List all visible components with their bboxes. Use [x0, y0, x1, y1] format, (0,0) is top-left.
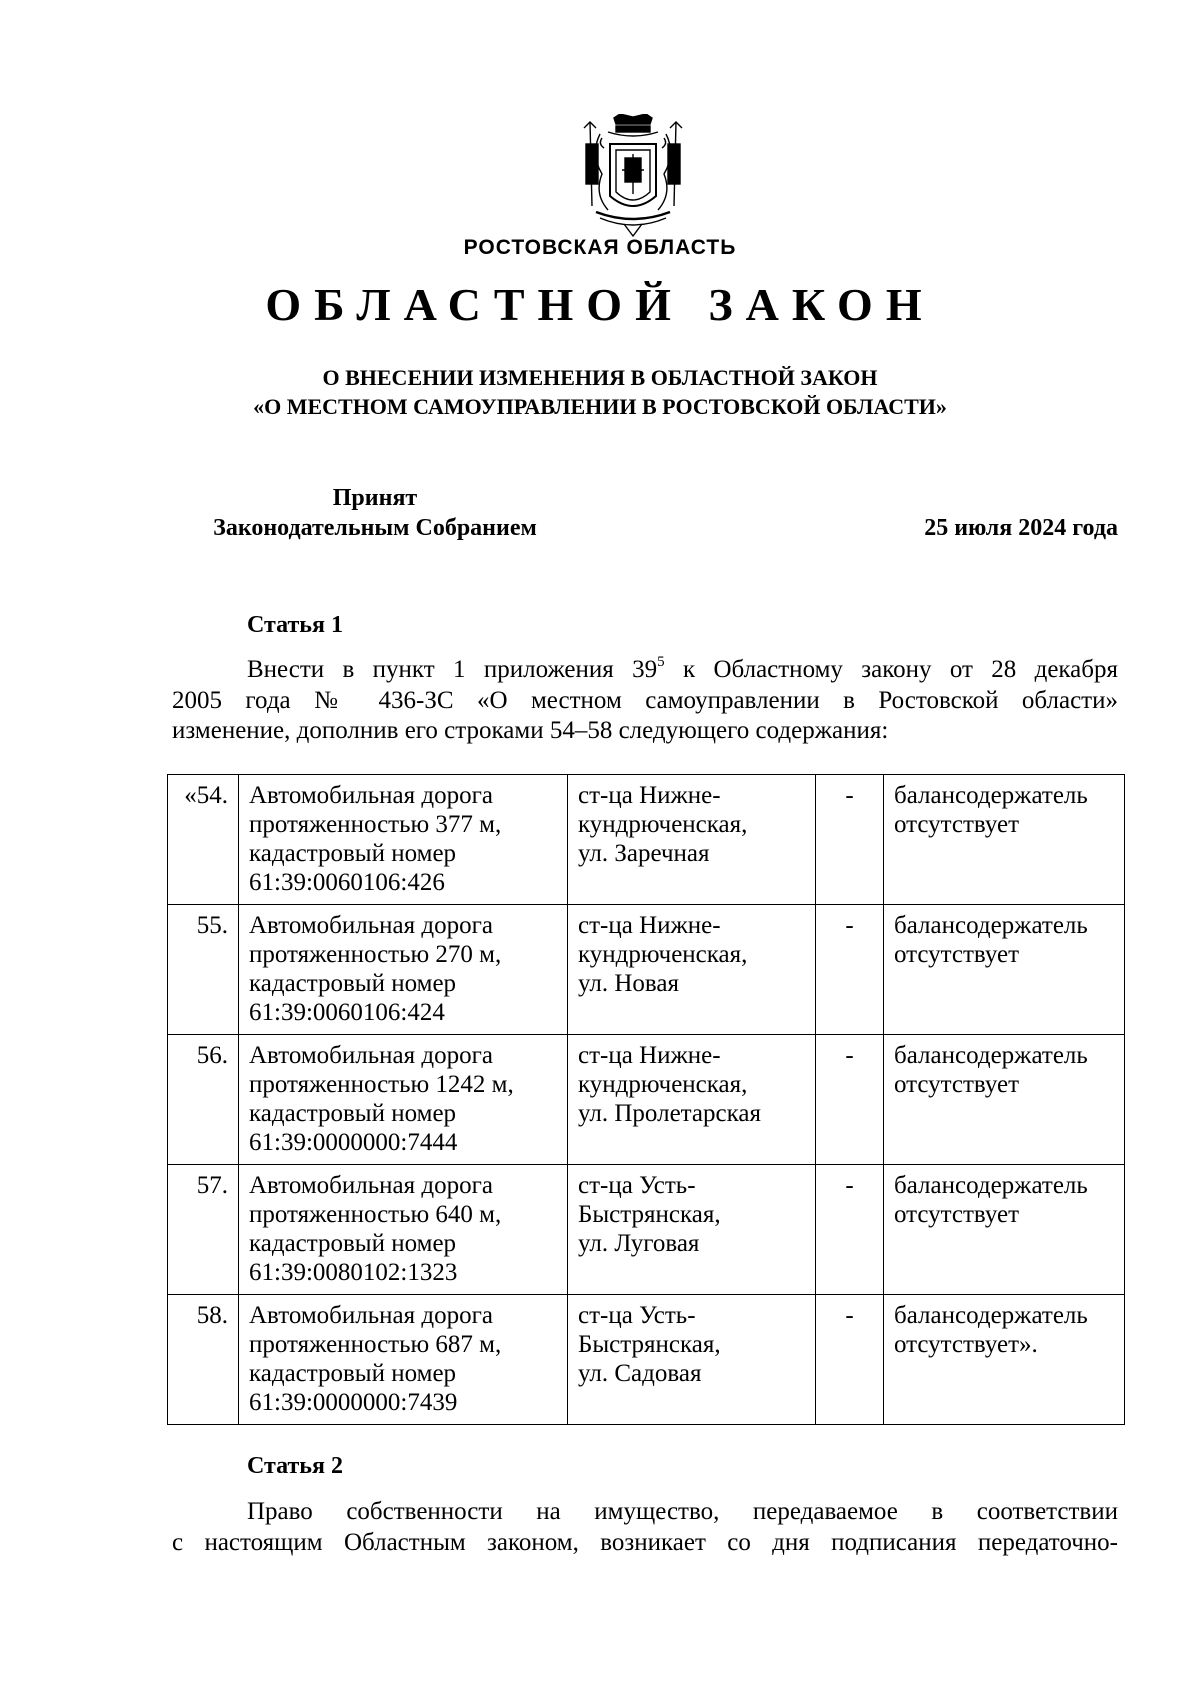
cell-line: балансодержатель: [894, 912, 1088, 939]
object-cell: [239, 905, 568, 1035]
table-row: [168, 905, 1125, 1035]
holder-cell: [884, 1035, 1125, 1165]
cell-line: отсутствует: [894, 811, 1020, 838]
text-fragment: к Областному закону от 28 декабря: [664, 656, 1118, 683]
roads-table: [167, 774, 1125, 1425]
cell-line: балансодержатель: [894, 1302, 1088, 1329]
paragraph-line: изменение, дополнив его строками 54–58 следующего содержания:: [172, 717, 889, 744]
cell-line: ул. Пролетарская: [578, 1100, 761, 1127]
cell-line: ул. Новая: [578, 970, 680, 997]
law-subject: [0, 363, 1200, 421]
paragraph-line: Право собственности на имущество, передаваемое в соответствии: [247, 1498, 1118, 1525]
cell-line: Автомобильная дорога: [249, 1042, 493, 1069]
dash-mark: -: [845, 782, 854, 809]
dash-cell: [816, 1295, 884, 1425]
cell-line: ст-ца Нижне-: [578, 912, 721, 939]
cell-line: 61:39:0060106:426: [249, 869, 445, 896]
table-row: [168, 1295, 1125, 1425]
cell-line: Автомобильная дорога: [249, 1172, 493, 1199]
region-name: РОСТОВСКАЯ ОБЛАСТЬ: [463, 236, 737, 259]
object-cell: [239, 1165, 568, 1295]
object-cell: [239, 775, 568, 905]
cell-line: балансодержатель: [894, 782, 1088, 809]
cell-line: протяженностью 1242 м,: [249, 1071, 514, 1098]
cell-line: отсутствует: [894, 941, 1020, 968]
cell-line: протяженностью 640 м,: [249, 1201, 502, 1228]
object-cell: [239, 1295, 568, 1425]
table-row: [168, 775, 1125, 905]
cell-line: ул. Заречная: [578, 840, 710, 867]
cell-line: Автомобильная дорога: [249, 782, 493, 809]
table-row: [168, 1035, 1125, 1165]
dash-cell: [816, 1165, 884, 1295]
paragraph-line: 2005 года № 436-ЗС «О местном самоуправлении в Ростовской области»: [172, 686, 1118, 714]
cell-line: Автомобильная дорога: [249, 1302, 493, 1329]
row-number: «54.: [184, 782, 228, 809]
cell-line: 61:39:0000000:7444: [249, 1129, 458, 1156]
cell-line: кундрюченская,: [578, 1071, 748, 1098]
cell-line: отсутствует: [894, 1071, 1020, 1098]
cell-line: ст-ца Усть-: [578, 1172, 696, 1199]
article-2-title: Статья 2: [247, 1453, 343, 1479]
cell-line: отсутствует».: [894, 1331, 1038, 1358]
row-number-cell: [168, 1035, 239, 1165]
cell-line: Быстрянская,: [578, 1201, 721, 1228]
adopting-body: Законодательным Собранием: [213, 515, 537, 541]
holder-cell: [884, 905, 1125, 1035]
cell-line: протяженностью 687 м,: [249, 1331, 502, 1358]
row-number: 55.: [196, 912, 228, 939]
cell-line: кадастровый номер: [249, 970, 457, 997]
adopted-by: [170, 483, 580, 543]
location-cell: [568, 1035, 816, 1165]
cell-line: кундрюченская,: [578, 941, 748, 968]
cell-line: 61:39:0080102:1323: [249, 1259, 458, 1286]
row-number: 58.: [196, 1302, 228, 1329]
superscript: 5: [657, 653, 665, 670]
cell-line: балансодержатель: [894, 1042, 1088, 1069]
holder-cell: [884, 1295, 1125, 1425]
row-number-cell: [168, 1295, 239, 1425]
cell-line: протяженностью 377 м,: [249, 811, 502, 838]
location-cell: [568, 1295, 816, 1425]
cell-line: ул. Луговая: [578, 1230, 700, 1257]
adoption-date: 25 июля 2024 года: [924, 515, 1118, 541]
dash-cell: [816, 905, 884, 1035]
law-subject-line: «О МЕСТНОМ САМОУПРАВЛЕНИИ В РОСТОВСКОЙ ОБЛАСТИ»: [253, 394, 947, 419]
holder-cell: [884, 775, 1125, 905]
cell-line: кадастровый номер: [249, 840, 457, 867]
cell-line: 61:39:0060106:424: [249, 999, 445, 1026]
cell-line: отсутствует: [894, 1201, 1020, 1228]
dash-cell: [816, 1035, 884, 1165]
cell-line: Быстрянская,: [578, 1331, 721, 1358]
object-cell: [239, 1035, 568, 1165]
article-1-text: [172, 655, 1118, 747]
cell-line: балансодержатель: [894, 1172, 1088, 1199]
cell-line: ст-ца Нижне-: [578, 782, 721, 809]
cell-line: протяженностью 270 м,: [249, 941, 502, 968]
row-number-cell: [168, 775, 239, 905]
roads-table-body: [168, 775, 1125, 1425]
row-number: 57.: [196, 1172, 228, 1199]
row-number: 56.: [196, 1042, 228, 1069]
cell-line: кадастровый номер: [249, 1230, 457, 1257]
adopted-label: Принят: [332, 485, 418, 511]
text-fragment: Внести в пункт 1 приложения 39: [247, 656, 658, 683]
dash-mark: -: [845, 1172, 854, 1199]
dash-mark: -: [845, 1302, 854, 1329]
cell-line: кундрюченская,: [578, 811, 748, 838]
holder-cell: [884, 1165, 1125, 1295]
cell-line: Автомобильная дорога: [249, 912, 493, 939]
location-cell: [568, 905, 816, 1035]
paragraph-line: с настоящим Областным законом, возникает со дня подписания передаточно-: [172, 1528, 1118, 1556]
law-title: ОБЛАСТНОЙ ЗАКОН: [265, 279, 935, 330]
dash-mark: -: [845, 912, 854, 939]
location-cell: [568, 775, 816, 905]
table-row: [168, 1165, 1125, 1295]
cell-line: ул. Садовая: [578, 1360, 702, 1387]
dash-mark: -: [845, 1042, 854, 1069]
cell-line: 61:39:0000000:7439: [249, 1389, 458, 1416]
dash-cell: [816, 775, 884, 905]
row-number-cell: [168, 1165, 239, 1295]
cell-line: ст-ца Нижне-: [578, 1042, 721, 1069]
law-subject-line: О ВНЕСЕНИИ ИЗМЕНЕНИЯ В ОБЛАСТНОЙ ЗАКОН: [322, 365, 878, 390]
paragraph-line: [172, 655, 1118, 686]
coat-of-arms-emblem: [580, 114, 686, 238]
location-cell: [568, 1165, 816, 1295]
row-number-cell: [168, 905, 239, 1035]
cell-line: ст-ца Усть-: [578, 1302, 696, 1329]
cell-line: кадастровый номер: [249, 1100, 457, 1127]
article-1-title: Статья 1: [247, 612, 343, 638]
article-2-text: [172, 1497, 1118, 1558]
cell-line: кадастровый номер: [249, 1360, 457, 1387]
